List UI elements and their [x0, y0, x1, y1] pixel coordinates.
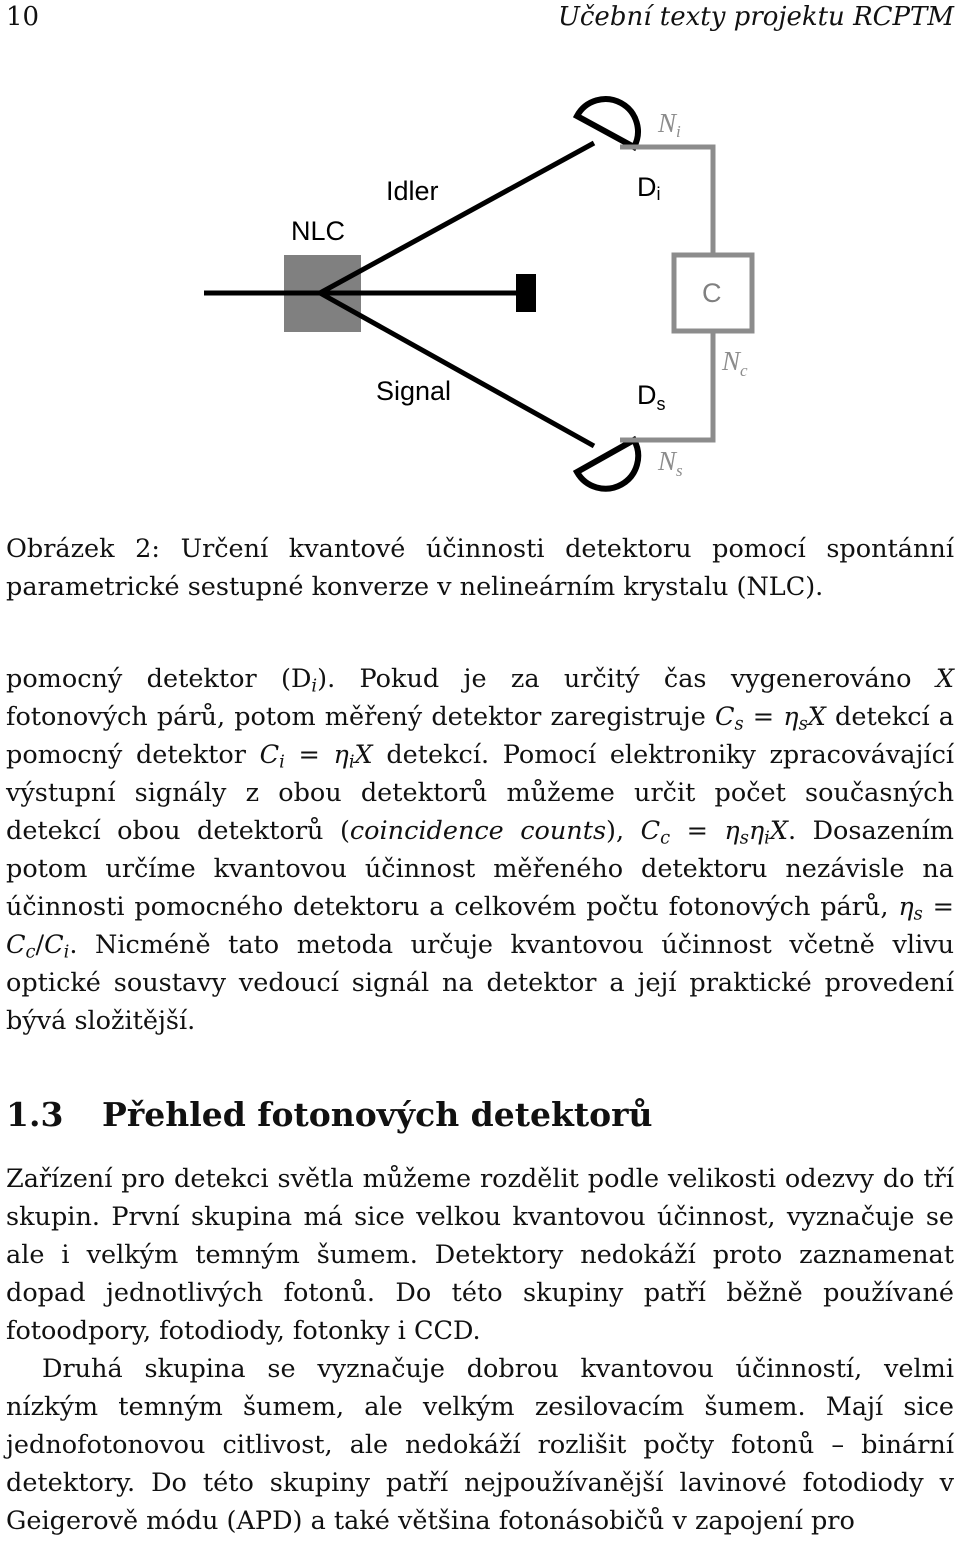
running-title: Učební texty projektu RCPTM: [557, 2, 954, 32]
figure-caption: Obrázek 2: Určení kvantové účinnosti detektoru pomocí spontánní parametrické sestupné konverze v nelineárním krystalu (NLC).: [6, 534, 954, 602]
label-nlc: NLC: [291, 216, 346, 246]
label-signal: Signal: [376, 376, 452, 406]
signal-beam: [320, 293, 594, 446]
section-heading: [6, 1092, 954, 1138]
label-idler: Idler: [386, 176, 439, 206]
beam-block: [516, 274, 536, 312]
spdc-figure: [0, 60, 960, 500]
section-body: [6, 1160, 954, 1540]
label-c: C: [702, 278, 722, 308]
label-nc: $N_c$: [722, 346, 748, 380]
label-di: Di: [637, 172, 661, 204]
wire-idler: [620, 147, 713, 255]
paragraph-groups: Zařízení pro detekci světla můžeme rozdělit podle velikosti odezvy do tří skupin. První skupina má sice velkou kvantovou účinnost, vyznačuje se ale i velkým temným šumem. Detektory nedokáží proto zaznamenat dopad jednotlivých fotonů. Do této skupiny patří běžně používané fotoodpory, fotodiody, fotonky i CCD.: [6, 1164, 954, 1346]
section-number: 1.3: [6, 1095, 64, 1134]
label-ds: $D_s$: [637, 380, 666, 414]
wire-signal: [620, 331, 713, 440]
section-title: Přehled fotonových detektorů: [102, 1095, 653, 1134]
signal-detector: [577, 440, 638, 489]
idler-beam: [320, 143, 594, 293]
label-ni: Ni: [658, 108, 681, 141]
paragraph-second-group: Druhá skupina se vyznačuje dobrou kvantovou účinností, velmi nízkým temným šumem, ale velkým zesilovacím šumem. Mají sice jednofotonovou citlivost, ale nedokáží rozlišit počty fotonů – binární detektory. Do této skupiny patří nejpoužívanější lavinové fotodiody v Geigerově módu (APD) a také většina fotonásobičů v zapojení pro: [6, 1354, 954, 1536]
page-header: [6, 0, 954, 36]
label-ns: $N_s$: [658, 446, 683, 480]
paragraph-detection: pomocný detektor $(D_i)$. Pokud je za určitý čas vygenerováno X fotonových párů, potom měřený detektor zaregistruje $C_s = \eta_sX$ detekcí a pomocný detektor $C_i = \eta_iX$ detekcí. Pomocí elektroniky zpracovávající výstupní signály z obou detektorů můžeme určit počet současných detekcí obou detektorů (coincidence counts), $C_c = \eta_s\eta_iX$. Dosazením potom určíme kvantovou účinnost měřeného detektoru nezávisle na účinnosti pomocného detektoru a celkovém počtu fotonových párů, $\eta_s = C_c/C_i$. Nicméně tato metoda určuje kvantovou účinnost včetně vlivu optické soustavy vedoucí signál na detektor a její praktické provedení bývá složitější.: [6, 664, 955, 1036]
idler-detector: [577, 99, 638, 147]
page-number: 10: [6, 2, 40, 32]
